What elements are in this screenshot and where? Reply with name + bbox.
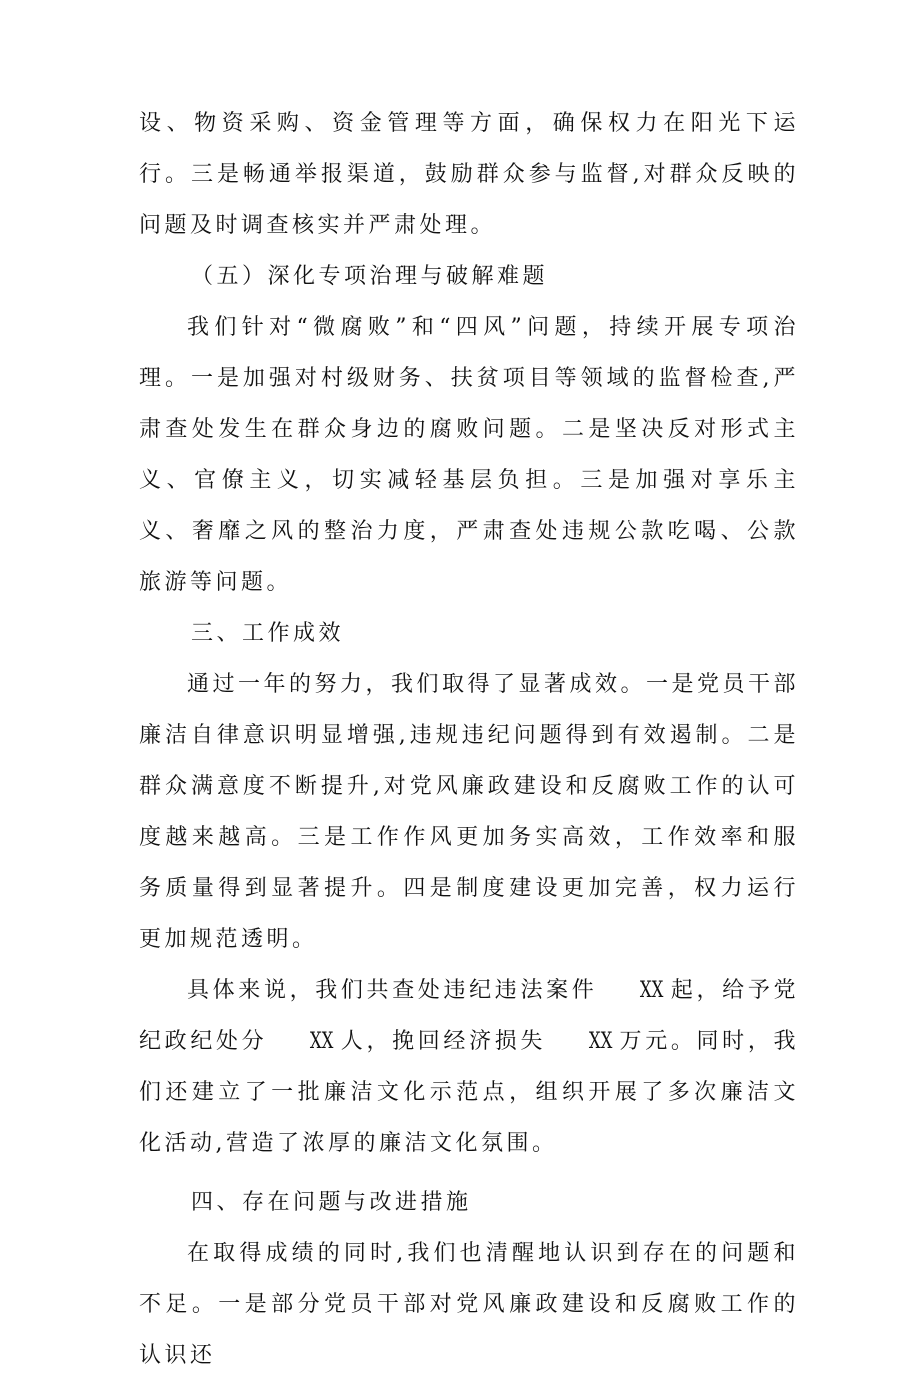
document-body (139, 98, 799, 1381)
paragraph-continued: 设、物资采购、资金管理等方面，确保权力在阳光下运行。三是畅通举报渠道，鼓励群众参与监督,对群众反映的问题及时调查核实并严肃处理。 (139, 111, 799, 238)
placeholder-amount-recovered: XX (588, 1029, 613, 1054)
section-heading-problems: 四、存在问题与改进措施 (191, 1190, 472, 1215)
placeholder-count-cases: XX (640, 978, 664, 1003)
paragraph-results-specifics (139, 965, 799, 1169)
section-heading-five: （五）深化专项治理与破解难题 (191, 264, 549, 289)
paragraph-results-summary: 通过一年的努力，我们取得了显著成效。一是党员干部廉洁自律意识明显增强,违规违纪问题得到有效遏制。二是群众满意度不断提升,对党风廉政建设和反腐败工作的认可度越来越高。三是工作作风更加务实高效，工作效率和服务质量得到显著提升。四是制度建设更加完善，权力运行更加规范透明。 (139, 672, 800, 952)
text-segment: 人，挽回经济损失 (340, 1029, 547, 1054)
text-segment: 具体来说，我们共查处违纪违法案件 (187, 978, 598, 1003)
section-heading-work-results: 三、工作成效 (191, 621, 345, 646)
paragraph-special-governance: 我们针对“微腐败”和“四风”问题，持续开展专项治理。一是加强对村级财务、扶贫项目等领域的监督检查,严肃查处发生在群众身边的腐败问题。二是坚决反对形式主义、官僚主义，切实减轻基层负担。三是加强对享乐主义、奢靡之风的整治力度，严肃查处违规公款吃喝、公款旅游等问题。 (139, 315, 799, 595)
placeholder-count-people: XX (310, 1029, 334, 1054)
text-segment: 起，给予党纪政纪处分 (139, 978, 799, 1054)
paragraph-problems: 在取得成绩的同时,我们也清醒地认识到存在的问题和不足。一是部分党员干部对党风廉政建设和反腐败工作的认识还 (139, 1241, 799, 1368)
text-segment: 万元。同时，我们还建立了一批廉洁文化示范点，组织开展了多次廉洁文化活动,营造了浓厚的廉洁文化氛围。 (139, 1029, 799, 1156)
